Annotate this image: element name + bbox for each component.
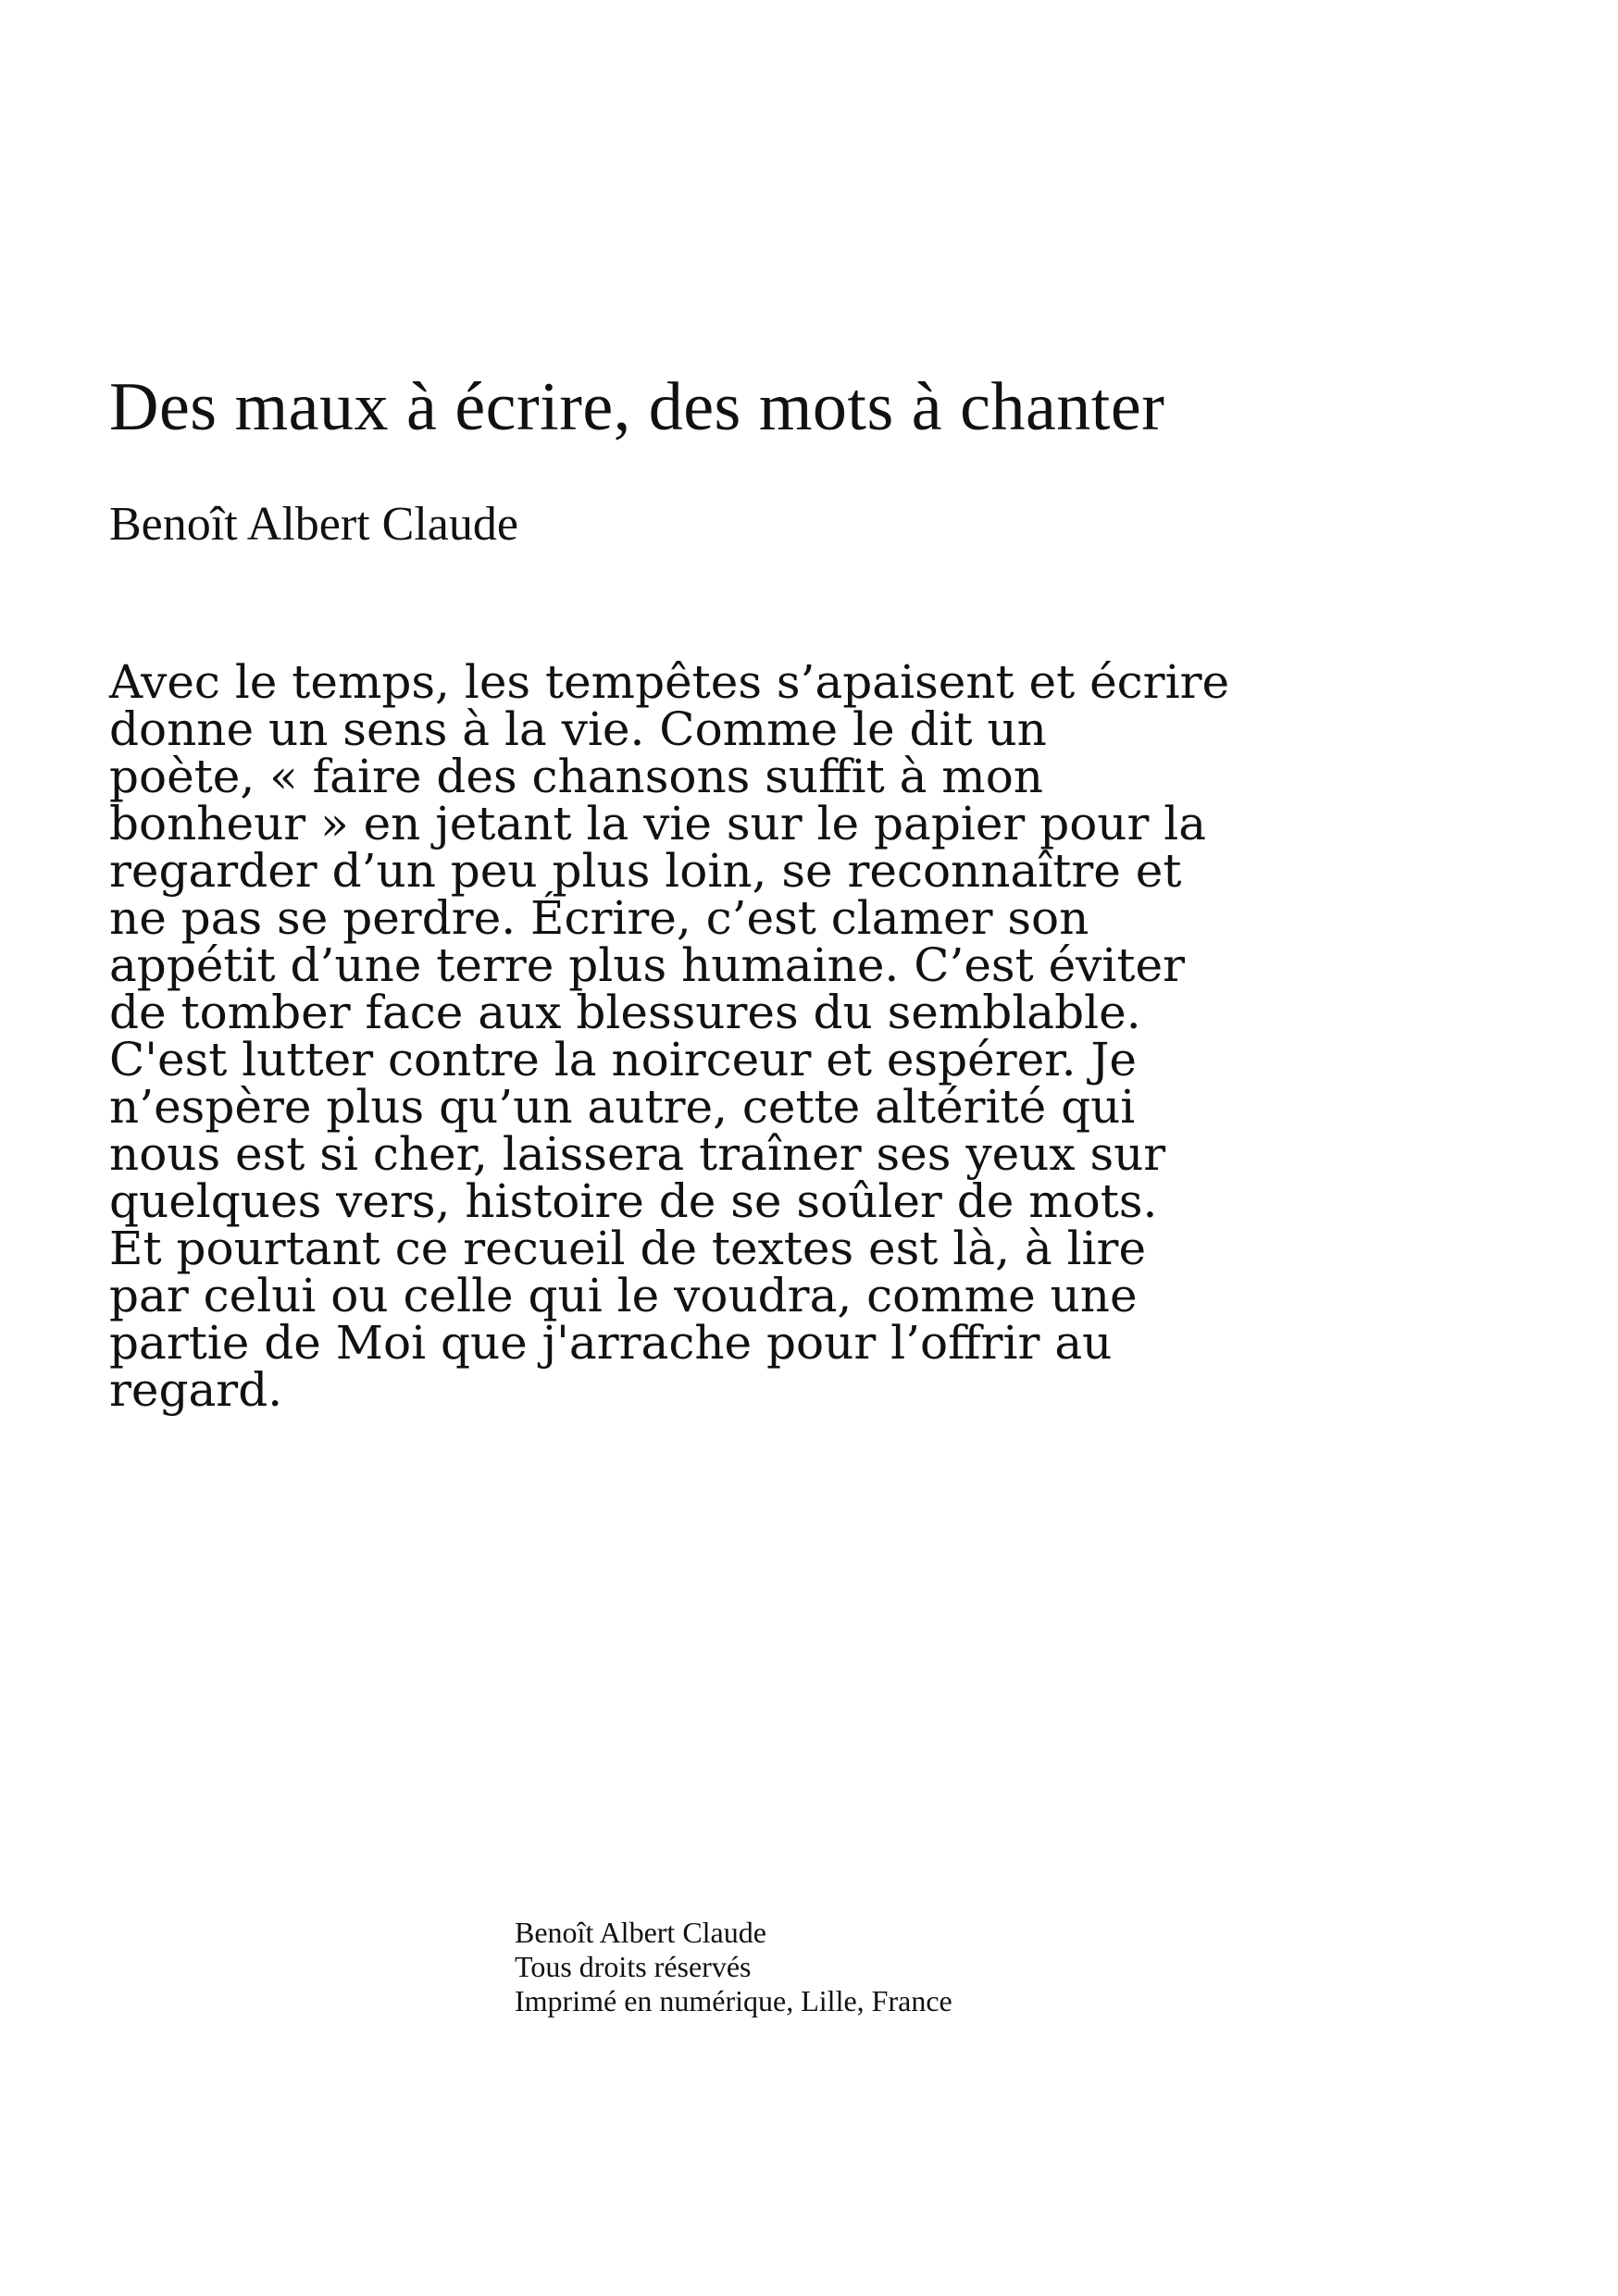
- preface-line: bonheur » en jetant la vie sur le papier pour la: [109, 797, 1207, 850]
- preface-line: quelques vers, histoire de se soûler de mots.: [109, 1174, 1158, 1228]
- preface-line: par celui ou celle qui le voudra, comme une: [109, 1269, 1138, 1322]
- preface-line: regard.: [109, 1363, 283, 1417]
- document-author: Benoît Albert Claude: [109, 498, 518, 551]
- preface-line: appétit d’une terre plus humaine. C’est éviter: [109, 938, 1185, 992]
- preface-line: Et pourtant ce recueil de textes est là, à lire: [109, 1222, 1147, 1275]
- preface-line: nous est si cher, laissera traîner ses yeux sur: [109, 1127, 1166, 1181]
- preface-line: de tomber face aux blessures du semblable.: [109, 986, 1141, 1039]
- preface-line: partie de Moi que j'arrache pour l’offrir au: [109, 1316, 1113, 1370]
- colophon-author: Benoît Albert Claude: [515, 1916, 766, 1949]
- preface-line: poète, « faire des chansons suffit à mon: [109, 750, 1044, 803]
- document-title: Des maux à écrire, des mots à chanter: [109, 369, 1165, 445]
- preface-text: [109, 655, 1313, 1417]
- colophon: [515, 1916, 952, 2018]
- preface-line: ne pas se perdre. Écrire, c’est clamer son: [109, 891, 1089, 945]
- preface-line: Avec le temps, les tempêtes s’apaisent et écrire: [109, 655, 1230, 709]
- colophon-printing: Imprimé en numérique, Lille, France: [515, 1984, 952, 2017]
- preface-line: donne un sens à la vie. Comme le dit un: [109, 702, 1047, 756]
- preface-line: n’espère plus qu’un autre, cette altérité qui: [109, 1080, 1136, 1134]
- colophon-rights: Tous droits réservés: [515, 1950, 752, 1983]
- preface-line: C'est lutter contre la noirceur et espérer. Je: [109, 1033, 1138, 1086]
- preface-line: regarder d’un peu plus loin, se reconnaître et: [109, 844, 1182, 898]
